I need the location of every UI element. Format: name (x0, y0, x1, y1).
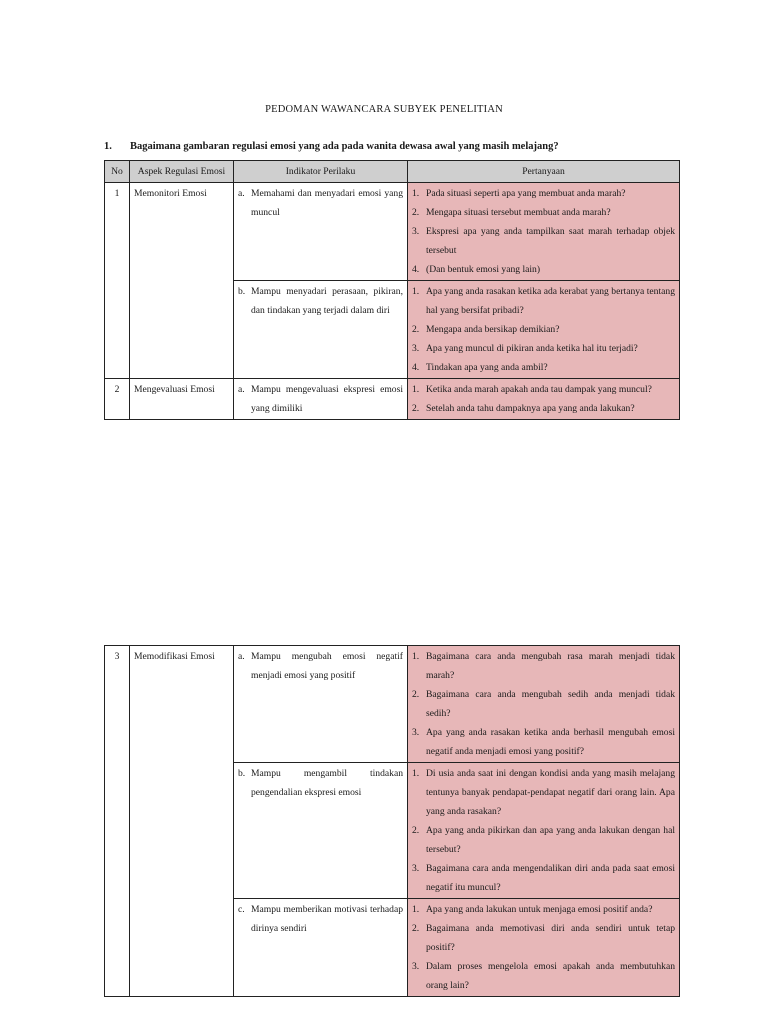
indikator-cell (234, 183, 408, 281)
question-item-number: 4. (412, 362, 420, 373)
question-item-number: 1. (412, 651, 420, 662)
question-text: Bagaimana gambaran regulasi emosi yang ada pada wanita dewasa awal yang masih melajang? (130, 141, 559, 152)
question-list (412, 900, 675, 995)
question-item (412, 685, 675, 723)
question-item-text: Pada situasi seperti apa yang membuat anda marah? (426, 188, 626, 199)
question-item-text: Apa yang anda rasakan ketika anda berhasil mengubah emosi negatif anda menjadi emosi yang positif? (426, 727, 675, 757)
aspek-cell: Memonitori Emosi (130, 183, 234, 379)
question-list (412, 380, 675, 418)
question-item-number: 3. (412, 863, 420, 874)
question-item (412, 919, 675, 957)
question-item-number: 1. (412, 904, 420, 915)
header-aspek: Aspek Regulasi Emosi (130, 161, 234, 183)
question-item-text: Di usia anda saat ini dengan kondisi anda yang masih melajang tentunya banyak pendapat-pendapat negatif dari orang lain. Apa yang anda rasakan? (426, 768, 675, 817)
indikator-label: a. (238, 188, 245, 199)
question-item-text: Mengapa anda bersikap demikian? (426, 324, 560, 335)
question-item (412, 957, 675, 995)
question-item-number: 1. (412, 286, 420, 297)
indikator-item (238, 184, 403, 222)
table-row (105, 379, 680, 420)
row-number: 3 (105, 646, 130, 997)
row-number: 1 (105, 183, 130, 379)
research-question (104, 141, 684, 152)
indikator-item (238, 647, 403, 685)
indikator-cell (234, 379, 408, 420)
question-item-text: Dalam proses mengelola emosi apakah anda membutuhkan orang lain? (426, 961, 675, 991)
question-item-text: Bagaimana cara anda mengendalikan diri anda pada saat emosi negatif itu muncul? (426, 863, 675, 893)
page-title: PEDOMAN WAWANCARA SUBYEK PENELITIAN (265, 104, 503, 115)
question-list (412, 764, 675, 897)
question-item-number: 1. (412, 188, 420, 199)
row-number: 2 (105, 379, 130, 420)
question-item-text: Setelah anda tahu dampaknya apa yang anda lakukan? (426, 403, 635, 414)
indikator-label: b. (238, 768, 246, 779)
question-item (412, 900, 675, 919)
question-item-text: Ekspresi apa yang anda tampilkan saat marah terhadap objek tersebut (426, 226, 675, 256)
question-item-text: (Dan bentuk emosi yang lain) (426, 264, 541, 275)
indikator-label: a. (238, 384, 245, 395)
question-item-number: 2. (412, 825, 420, 836)
pertanyaan-cell (408, 281, 680, 379)
question-item-number: 2. (412, 324, 420, 335)
question-item-text: Ketika anda marah apakah anda tau dampak yang muncul? (426, 384, 652, 395)
question-number: 1. (104, 141, 112, 152)
question-item (412, 320, 675, 339)
indikator-item (238, 900, 403, 938)
question-item (412, 723, 675, 761)
question-item (412, 339, 675, 358)
indikator-cell (234, 281, 408, 379)
question-item-number: 3. (412, 961, 420, 972)
indikator-cell (234, 763, 408, 899)
question-item (412, 380, 675, 399)
question-item-number: 4. (412, 264, 420, 275)
indikator-item (238, 282, 403, 320)
question-item-text: Bagaimana cara anda mengubah rasa marah menjadi tidak marah? (426, 651, 675, 681)
aspek-cell: Mengevaluasi Emosi (130, 379, 234, 420)
question-list (412, 184, 675, 279)
table-row (105, 183, 680, 281)
question-item-number: 3. (412, 343, 420, 354)
table-header-row (105, 161, 680, 183)
question-item-text: Apa yang anda lakukan untuk menjaga emosi positif anda? (426, 904, 653, 915)
question-item (412, 260, 675, 279)
question-item-text: Apa yang muncul di pikiran anda ketika hal itu terjadi? (426, 343, 638, 354)
question-item-number: 1. (412, 384, 420, 395)
question-item-text: Mengapa situasi tersebut membuat anda marah? (426, 207, 611, 218)
question-item-text: Apa yang anda rasakan ketika ada kerabat yang bertanya tentang hal yang bersifat pribadi? (426, 286, 675, 316)
question-item-text: Bagaimana cara anda mengubah sedih anda menjadi tidak sedih? (426, 689, 675, 719)
question-item-number: 3. (412, 727, 420, 738)
table-row (105, 646, 680, 763)
indikator-text: Mampu memberikan motivasi terhadap dirinya sendiri (251, 904, 403, 934)
question-item-number: 2. (412, 207, 420, 218)
question-item (412, 282, 675, 320)
pertanyaan-cell (408, 183, 680, 281)
indikator-label: a. (238, 651, 245, 662)
question-item (412, 647, 675, 685)
question-item-number: 3. (412, 226, 420, 237)
aspek-cell: Memodifikasi Emosi (130, 646, 234, 997)
indikator-cell (234, 646, 408, 763)
header-indikator: Indikator Perilaku (234, 161, 408, 183)
indikator-label: c. (238, 904, 245, 915)
indikator-cell (234, 899, 408, 997)
indikator-text: Mampu menyadari perasaan, pikiran, dan tindakan yang terjadi dalam diri (251, 286, 403, 316)
question-item (412, 764, 675, 821)
indikator-item (238, 380, 403, 418)
indikator-text: Mampu mengambil tindakan pengendalian ekspresi emosi (251, 768, 403, 798)
question-item-text: Tindakan apa yang anda ambil? (426, 362, 548, 373)
question-item-number: 2. (412, 689, 420, 700)
indikator-text: Mampu mengevaluasi ekspresi emosi yang dimiliki (251, 384, 403, 414)
question-item-number: 1. (412, 768, 420, 779)
pertanyaan-cell (408, 379, 680, 420)
question-item-number: 2. (412, 923, 420, 934)
question-list (412, 647, 675, 761)
table-body-part-1 (105, 183, 680, 420)
question-item (412, 859, 675, 897)
pertanyaan-cell (408, 763, 680, 899)
question-item (412, 184, 675, 203)
indikator-label: b. (238, 286, 246, 297)
question-item-text: Apa yang anda pikirkan dan apa yang anda lakukan dengan hal tersebut? (426, 825, 675, 855)
table-body-part-2 (105, 646, 680, 997)
question-item-number: 2. (412, 403, 420, 414)
header-no: No (105, 161, 130, 183)
question-item-text: Bagaimana anda memotivasi diri anda sendiri untuk tetap positif? (426, 923, 675, 953)
question-item (412, 203, 675, 222)
question-item (412, 399, 675, 418)
question-item (412, 821, 675, 859)
question-item (412, 358, 675, 377)
pertanyaan-cell (408, 899, 680, 997)
header-pertanyaan: Pertanyaan (408, 161, 680, 183)
question-list (412, 282, 675, 377)
indikator-text: Memahami dan menyadari emosi yang muncul (251, 188, 403, 218)
indikator-item (238, 764, 403, 802)
interview-table-part-2 (104, 645, 680, 997)
question-item (412, 222, 675, 260)
pertanyaan-cell (408, 646, 680, 763)
indikator-text: Mampu mengubah emosi negatif menjadi emosi yang positif (251, 651, 403, 681)
interview-table-part-1 (104, 160, 680, 420)
